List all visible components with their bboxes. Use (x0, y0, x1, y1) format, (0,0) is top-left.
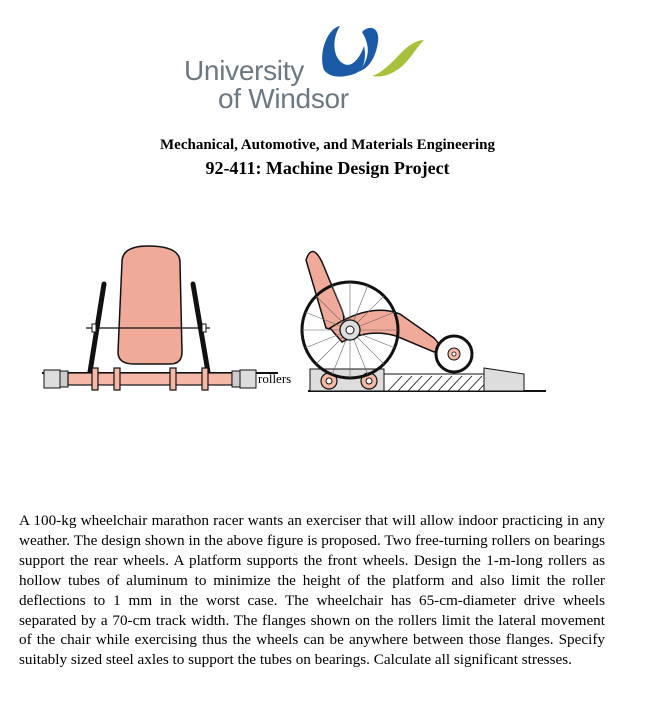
windsor-wave-icon (318, 18, 428, 80)
university-logo (180, 18, 430, 118)
side-view (302, 251, 546, 392)
front-view (42, 246, 278, 390)
rollers-label: rollers (258, 371, 292, 386)
logo-of-windsor-text: of Windsor (218, 83, 349, 114)
wheelchair-exerciser-figure (30, 232, 550, 402)
department-title: Mechanical, Automotive, and Materials Engineering (160, 137, 495, 153)
course-title: 92-411: Machine Design Project (205, 158, 450, 178)
problem-statement: A 100-kg wheelchair marathon racer wants an exerciser that will allow indoor practicing in any weather. The design shown in the above figure is proposed. Two free-turning rollers on bearings support the rear wheels. A platform supports the front wheels. Design the 1-m-long rollers as hollow tubes of aluminum to minimize the height of the platform and also limit the roller deflections to 1 mm in the worst case. The wheelchair has 65-cm-diameter drive wheels separated by a 70-cm track width. The flanges shown on the rollers limit the lateral movement of the chair while exercising thus the wheels can be anywhere between those flanges. Specify suitably sized steel axles to support the tubes on bearings. Calculate all significant stresses. (19, 512, 605, 669)
logo-university-text: University (184, 55, 304, 86)
